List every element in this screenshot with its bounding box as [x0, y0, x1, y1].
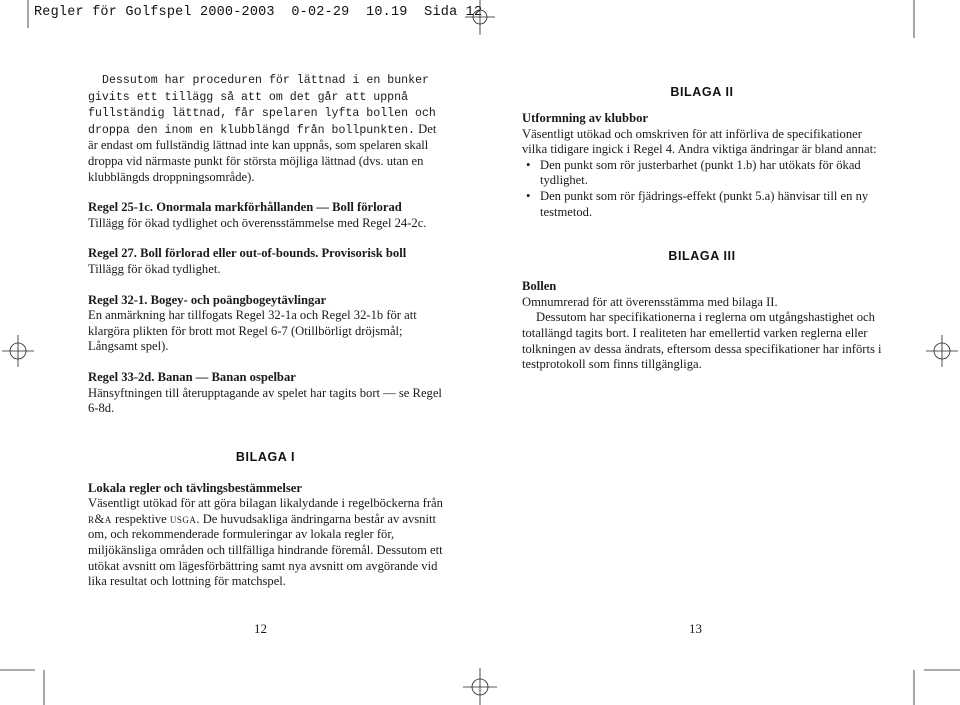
bilaga-1-abbr-randa: r&a [88, 511, 112, 526]
bilaga-1-text-1: Väsentligt utökad för att göra bilagan likalydande i regelböckerna från [88, 496, 443, 511]
list-item-text: Den punkt som rör fjädrings-effekt (punkt 5.a) hänvisar till en ny testmetod. [540, 188, 869, 219]
rule-body: En anmärkning har tillfogats Regel 32-1a och Regel 32-1b för att klargöra plikten för brott mot Regel 6-7 (Otillbörligt dröjsmål; Långsamt spel). [88, 308, 417, 354]
bilaga-2-section [522, 85, 882, 220]
bilaga-3-para-1: Omnumrerad för att överensstämma med bilaga II. [522, 294, 778, 309]
intro-text-serif: Det är endast om fullständig lättnad inte kan uppnås, som spelaren skall droppa vid närmaste punkt för största möjliga lättnad (dvs. utan en klubblängds droppningsområde). [88, 121, 437, 184]
crop-mark-top-right [900, 0, 960, 40]
bilaga-2-body: Väsentligt utökad och omskriven för att införliva de specifikationer vilka tidigare ingick i Regel 4. Andra viktiga ändringar är bland annat: [522, 126, 877, 157]
list-item [522, 189, 882, 220]
page-number-right: 13 [689, 621, 702, 636]
rule-title: Regel 33-2d. Banan — Banan ospelbar [88, 369, 296, 384]
bilaga-3-section [522, 249, 882, 373]
intro-paragraph [88, 72, 443, 185]
bilaga-1-text-2: respektive [114, 511, 167, 526]
crosshair-registration-mark-left [2, 335, 34, 367]
rule-body: Tillägg för ökad tydlighet. [88, 261, 221, 276]
file-header: Regler för Golfspel 2000-2003 0-02-29 10.19 Sida 12 [34, 5, 483, 20]
crop-mark-top-left [0, 0, 30, 30]
left-page-column [88, 72, 443, 590]
rule-body: Hänsyftningen till återupptagande av spelet har tagits bort — se Regel 6-8d. [88, 385, 442, 416]
right-page-column [522, 85, 882, 373]
bilaga-2-subheading: Utformning av klubbor [522, 111, 648, 125]
rule-entry [88, 370, 443, 417]
rule-title: Regel 27. Boll förlorad eller out-of-bounds. Provisorisk boll [88, 246, 407, 261]
bilaga-1-heading: BILAGA I [235, 449, 296, 464]
rule-entry [88, 246, 443, 277]
crop-mark-bottom-left [0, 655, 60, 705]
bullet-icon: • [526, 188, 531, 203]
rule-body: Tillägg för ökad tydlighet och överensstämmelse med Regel 24-2c. [88, 215, 427, 230]
crosshair-registration-mark-top [465, 0, 495, 35]
bilaga-1-abbr-usga: usga [169, 511, 197, 526]
crosshair-registration-mark-bottom [463, 668, 497, 705]
list-item-text: Den punkt som rör justerbarhet (punkt 1.b) har utökats för ökad tydlighet. [540, 157, 861, 188]
crosshair-registration-mark-right [926, 335, 958, 367]
intro-text-mono: Dessutom har proceduren för lättnad i en bunker givits ett tillägg så att om det går att uppnå fullständig lättnad, får spelaren lyfta bollen och droppa den inom en klubblängd från bollpunkten. [88, 74, 436, 137]
rule-entry [88, 200, 443, 231]
bilaga-2-heading: BILAGA II [670, 85, 734, 99]
bilaga-1-section [88, 450, 443, 590]
page-number-left: 12 [254, 621, 267, 636]
bullet-icon: • [526, 157, 531, 172]
crop-mark-bottom-right [900, 655, 960, 705]
bilaga-1-text-3: . De huvudsakliga ändringarna består av avsnitt om, och rekommenderade formuleringar av lokala regler för, miljökänsliga områden och tillfälliga hindrande föremål. Dessutom ett utökat avsnitt om lägesförbättring samt nya avsnitt om avgörande vid lika resultat och lottning för matchspel. [88, 511, 443, 589]
bilaga-1-body [88, 496, 443, 590]
list-item [522, 158, 882, 189]
bilaga-2-bullet-list [522, 158, 882, 220]
bilaga-1-subheading: Lokala regler och tävlingsbestämmelser [88, 480, 302, 495]
rule-title: Regel 32-1. Bogey- och poängbogeytävlingar [88, 292, 327, 307]
rule-entry [88, 293, 443, 355]
rule-title: Regel 25-1c. Onormala markförhållanden — Boll förlorad [88, 200, 402, 215]
bilaga-3-para-2: Dessutom har specifikationerna i reglerna om utgångshastighet och totallängd tagits bort. I realiteten har emellertid varken reglerna eller tolkningen av dessa ändrats, eftersom dessa specifikationer har införts i testprotokoll som finns tillgängliga. [522, 310, 882, 372]
bilaga-3-heading: BILAGA III [668, 249, 736, 264]
bilaga-3-subheading: Bollen [522, 279, 557, 294]
